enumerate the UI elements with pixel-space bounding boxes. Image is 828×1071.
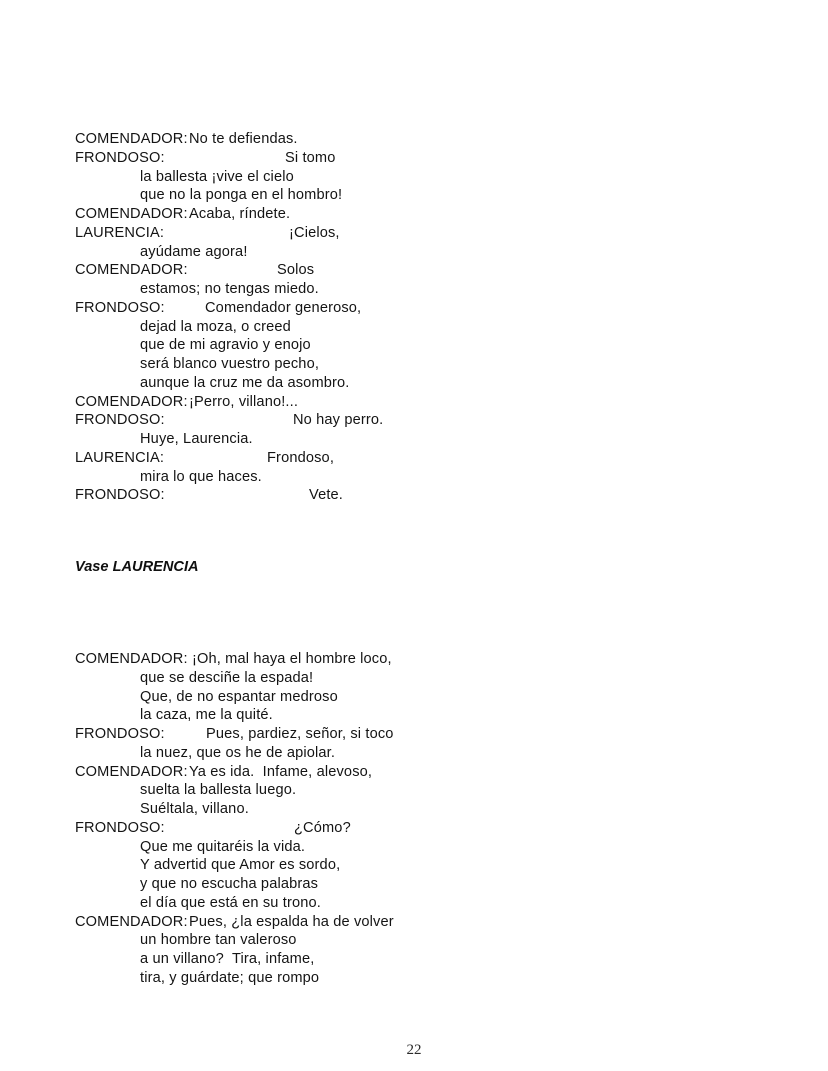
speaker-label: COMENDADOR: (75, 206, 188, 222)
dialogue-line (75, 913, 755, 932)
verse-text: Y advertid que Amor es sordo, (140, 857, 341, 874)
speaker-label: COMENDADOR: (75, 913, 188, 930)
verse-text: que se desciñe la espada! (140, 669, 314, 686)
dialogue-line (75, 205, 755, 224)
verse-continuation-line (75, 468, 755, 487)
verse-text: Suéltala, villano. (140, 801, 249, 817)
speaker-label: LAURENCIA: (75, 224, 165, 241)
speaker-label: COMENDADOR: (75, 131, 188, 147)
dialogue-text: ¿Cómo? (294, 819, 351, 836)
dialogue-text: ¡Oh, mal haya el hombre loco, (192, 651, 392, 667)
verse-text: será blanco vuestro pecho, (140, 356, 320, 372)
speaker-label: FRONDOSO: (75, 726, 165, 742)
verse-text: el día que está en su trono. (140, 894, 321, 911)
verse-continuation-line (75, 374, 755, 393)
verse-continuation-line (75, 706, 755, 725)
speaker-label: FRONDOSO: (75, 412, 165, 429)
speaker-label: COMENDADOR: (75, 763, 188, 780)
verse-continuation-line (75, 800, 755, 819)
verse-text: mira lo que haces. (140, 468, 262, 485)
dialogue-line (75, 725, 755, 744)
verse-text: a un villano? Tira, infame, (140, 951, 315, 967)
verse-continuation-line (75, 856, 755, 875)
verse-continuation-line (75, 186, 755, 205)
stage-direction: Vase LAURENCIA (75, 559, 199, 575)
verse-text: la nuez, que os he de apiolar. (140, 744, 336, 761)
verse-continuation-line (75, 430, 755, 449)
dialogue-line (75, 149, 755, 168)
dialogue-text: Ya es ida. Infame, alevoso, (189, 763, 373, 780)
dialogue-text: No hay perro. (293, 412, 384, 429)
page-number: 22 (406, 1042, 422, 1058)
dialogue-text: Acaba, ríndete. (189, 206, 291, 222)
speaker-label: COMENDADOR: (75, 393, 188, 410)
verse-continuation-line (75, 168, 755, 187)
dialogue-line (75, 486, 755, 505)
dialogue-block-two (75, 650, 755, 988)
dialogue-line (75, 411, 755, 430)
verse-continuation-line (75, 243, 755, 262)
dialogue-text: Si tomo (285, 149, 336, 166)
verse-continuation-line (75, 894, 755, 913)
verse-continuation-line (75, 744, 755, 763)
speaker-label: COMENDADOR: (75, 262, 188, 279)
verse-continuation-line (75, 669, 755, 688)
verse-text: la ballesta ¡vive el cielo (140, 168, 294, 185)
dialogue-line (75, 393, 755, 412)
dialogue-text: No te defiendas. (189, 131, 298, 147)
verse-continuation-line (75, 781, 755, 800)
dialogue-text: Comendador generoso, (205, 299, 362, 316)
verse-text: que no la ponga en el hombro! (140, 187, 343, 204)
verse-text: un hombre tan valeroso (140, 932, 297, 949)
dialogue-text: Vete. (309, 487, 344, 504)
verse-text: ayúdame agora! (140, 243, 248, 260)
dialogue-block-one (75, 130, 755, 505)
dialogue-line (75, 449, 755, 468)
dialogue-line (75, 130, 755, 149)
dialogue-text: Solos (277, 262, 315, 279)
verse-continuation-line (75, 931, 755, 950)
dialogue-text: ¡Cielos, (289, 224, 340, 241)
dialogue-text: ¡Perro, villano!... (189, 393, 299, 410)
verse-text: aunque la cruz me da asombro. (140, 374, 350, 391)
speaker-label: FRONDOSO: (75, 487, 165, 504)
dialogue-line (75, 650, 755, 669)
verse-text: estamos; no tengas miedo. (140, 281, 319, 297)
dialogue-line (75, 763, 755, 782)
verse-text: la caza, me la quité. (140, 707, 273, 724)
verse-text: que de mi agravio y enojo (140, 337, 311, 354)
dialogue-text: Pues, pardiez, señor, si toco (206, 726, 394, 742)
verse-continuation-line (75, 875, 755, 894)
verse-text: Que me quitaréis la vida. (140, 838, 306, 855)
verse-text: y que no escucha palabras (140, 876, 319, 892)
speaker-label: COMENDADOR: (75, 651, 188, 667)
verse-text: Huye, Laurencia. (140, 431, 253, 447)
verse-continuation-line (75, 336, 755, 355)
dialogue-line (75, 261, 755, 280)
verse-continuation-line (75, 969, 755, 988)
dialogue-line (75, 819, 755, 838)
dialogue-text: Pues, ¿la espalda ha de volver (189, 913, 394, 930)
dialogue-line (75, 299, 755, 318)
speaker-label: LAURENCIA: (75, 449, 165, 466)
verse-text: suelta la ballesta luego. (140, 782, 297, 799)
speaker-label: FRONDOSO: (75, 149, 165, 166)
verse-continuation-line (75, 280, 755, 299)
verse-continuation-line (75, 838, 755, 857)
dialogue-text: Frondoso, (267, 449, 335, 466)
verse-text: dejad la moza, o creed (140, 318, 291, 335)
verse-continuation-line (75, 318, 755, 337)
verse-continuation-line (75, 355, 755, 374)
dialogue-line (75, 224, 755, 243)
verse-continuation-line (75, 688, 755, 707)
verse-continuation-line (75, 950, 755, 969)
speaker-label: FRONDOSO: (75, 299, 165, 316)
verse-text: Que, de no espantar medroso (140, 688, 338, 705)
verse-text: tira, y guárdate; que rompo (140, 969, 320, 986)
speaker-label: FRONDOSO: (75, 819, 165, 836)
